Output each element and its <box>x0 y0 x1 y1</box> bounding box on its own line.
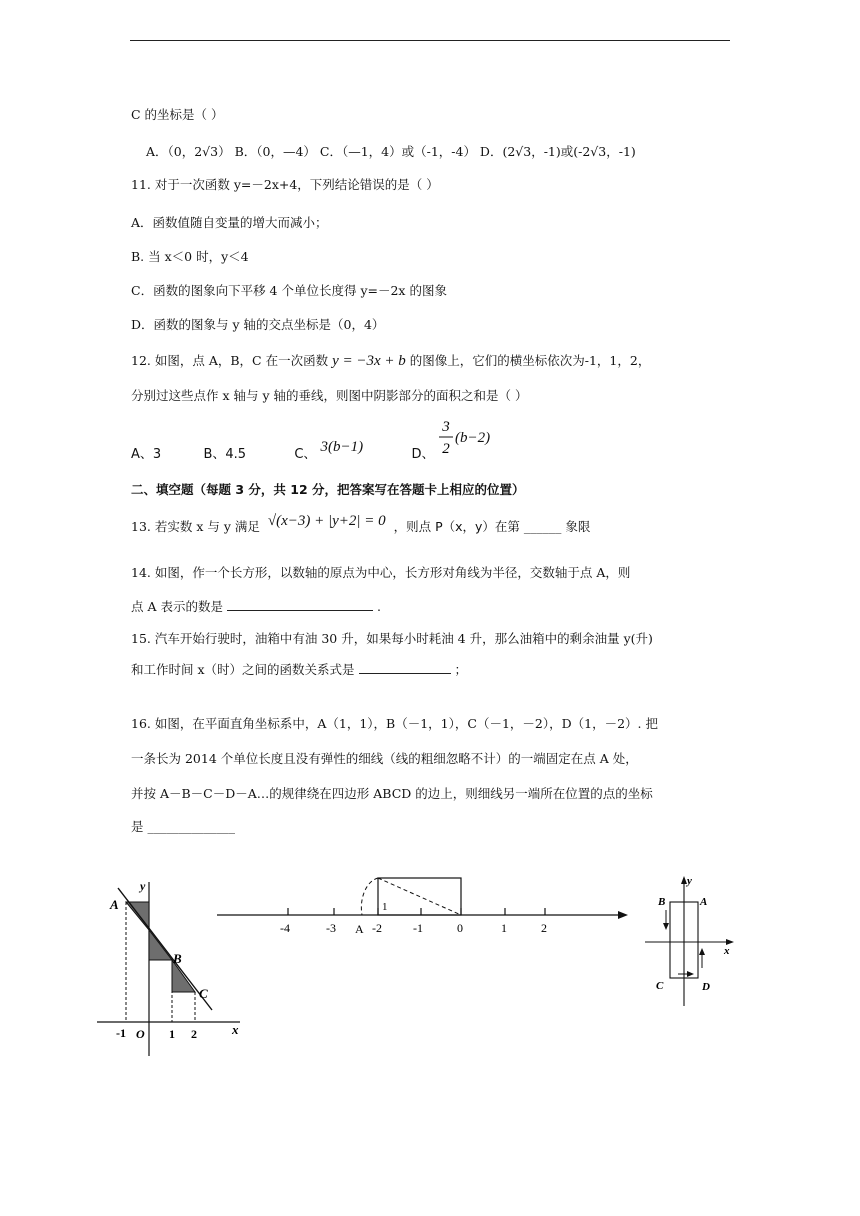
q11-option-a: A．函数值随自变量的增大而减小； <box>131 215 328 230</box>
q11-option-b: B. 当 x＜0 时，y＜4 <box>131 249 249 264</box>
tick-label-2: 2 <box>541 921 547 935</box>
label-a: A <box>110 897 119 912</box>
q14-line2-text: 点 A 表示的数是 <box>131 599 223 614</box>
label-y: y <box>140 879 146 893</box>
q13-line <box>131 513 591 536</box>
q14-line2 <box>131 597 381 616</box>
q12-option-b: B、4.5 <box>203 447 247 462</box>
q13-tail: 象限 <box>565 519 591 534</box>
q13-formula: √(x−3) + |y+2| = 0 <box>267 513 386 529</box>
q10-stem: C 的坐标是（ ） <box>131 107 224 122</box>
label-neg1: -1 <box>116 1026 126 1040</box>
q12-option-a: A、3 <box>131 447 162 462</box>
label-a: A <box>700 896 708 908</box>
q16-line1: 16. 如图，在平面直角坐标系中，A（1，1），B（－1，1），C（－1，－2），D（1，－2）. 把 <box>131 716 658 731</box>
label-c: C <box>656 980 664 992</box>
q12-option-d-label: D、 <box>411 447 435 462</box>
svg-text:3: 3 <box>442 419 450 435</box>
tick-label-neg2: -2 <box>372 921 382 935</box>
radius-arc <box>361 878 378 915</box>
figure-number-line <box>212 868 632 940</box>
q15-answer-blank[interactable] <box>359 660 451 674</box>
shaded-region-2 <box>149 930 172 960</box>
q15-line2-tail: ； <box>454 662 468 677</box>
number-line-arrow <box>618 911 628 919</box>
q15-line2-text: 和工作时间 x（时）之间的函数关系式是 <box>131 662 355 677</box>
point-a-label: A <box>355 922 364 936</box>
tick-label-neg4: -4 <box>280 921 290 935</box>
tick-label-neg1: -1 <box>413 921 423 935</box>
q12-stem-line1 <box>131 352 650 370</box>
q16-answer-blank: ______________ <box>147 819 235 834</box>
q13-blank: ______ <box>523 519 562 534</box>
q15-line1: 15. 汽车开始行驶时，油箱中有油 30 升，如果每小时耗油 4 升，那么油箱中的剩余油量 y(升) <box>131 631 653 646</box>
arrow-right-head <box>687 971 694 977</box>
tick-label-1: 1 <box>501 921 507 935</box>
q14-line1: 14. 如图，作一个长方形，以数轴的原点为中心，长方形对角线为半径，交数轴于点 A，则 <box>131 565 631 580</box>
q12-stem-line2: 分别过这些点作 x 轴与 y 轴的垂线，则图中阴影部分的面积之和是（ ） <box>131 388 528 403</box>
shaded-triangle-1 <box>126 902 149 930</box>
label-c: C <box>199 986 208 1001</box>
q11-option-c: C．函数的图象向下平移 4 个单位长度得 y=－2x 的图象 <box>131 283 447 298</box>
label-origin: O <box>136 1027 145 1041</box>
q16-line4-text: 是 <box>131 819 144 834</box>
label-x: x <box>724 945 730 957</box>
q11-stem: 11. 对于一次函数 y=－2x+4，下列结论错误的是（ ） <box>131 177 439 192</box>
q12-option-c-formula: 3(b−1) <box>320 439 364 455</box>
q11-option-d: D．函数的图象与 y 轴的交点坐标是（0，4） <box>131 317 385 332</box>
arrow-down-head <box>663 923 669 930</box>
label-1: 1 <box>169 1027 175 1041</box>
tick-label-neg3: -3 <box>326 921 336 935</box>
label-x: x <box>232 1022 239 1037</box>
q12-option-c-label: C、 <box>294 447 317 462</box>
function-line <box>118 888 212 1010</box>
q12-stem-post: 的图像上，它们的横坐标依次为-1，1，2， <box>409 353 651 368</box>
arrow-up-head <box>699 948 705 955</box>
q16-line2: 一条长为 2014 个单位长度且没有弹性的细线（线的粗细忽略不计）的一端固定在点 A 处， <box>131 751 638 766</box>
figure-abcd-rectangle <box>640 868 740 1010</box>
q12-formula: y = −3x + b <box>332 353 406 369</box>
label-b: B <box>173 951 182 966</box>
label-d: D <box>702 981 710 993</box>
q14-answer-blank[interactable] <box>227 597 373 611</box>
label-b: B <box>658 896 666 908</box>
q12-stem-pre: 12. 如图，点 A，B，C 在一次函数 <box>131 353 329 368</box>
label-y: y <box>687 875 692 887</box>
tick-label-0: 0 <box>457 921 463 935</box>
label-2: 2 <box>191 1027 197 1041</box>
section-heading: 二、填空题（每题 3 分，共 12 分，把答案写在答题卡上相应的位置） <box>131 482 525 497</box>
q10-choices: A．（0，2√3） B．（0，—4） C．（—1，4）或（-1，-4） D．(2√3，-1)或(-2√3，-1) <box>146 144 636 159</box>
q13-pre: 13. 若实数 x 与 y 满足 <box>131 519 260 534</box>
diagonal <box>378 878 461 915</box>
q16-line4 <box>131 818 235 836</box>
q15-line2 <box>131 660 467 679</box>
q14-line2-tail: . <box>376 599 381 614</box>
svg-text:2: 2 <box>442 441 450 457</box>
q12-option-d-formula: (b−2) <box>455 430 491 446</box>
q12-options <box>131 439 435 464</box>
header-rule <box>130 40 730 41</box>
q12-option-d-fraction <box>436 416 456 458</box>
q13-post: ，则点 P（x，y）在第 <box>393 519 520 534</box>
q16-line3: 并按 A－B－C－D－A…的规律绕在四边形 ABCD 的边上，则细线另一端所在位置的点的坐标 <box>131 786 653 801</box>
rect-height-label: 1 <box>382 901 388 913</box>
